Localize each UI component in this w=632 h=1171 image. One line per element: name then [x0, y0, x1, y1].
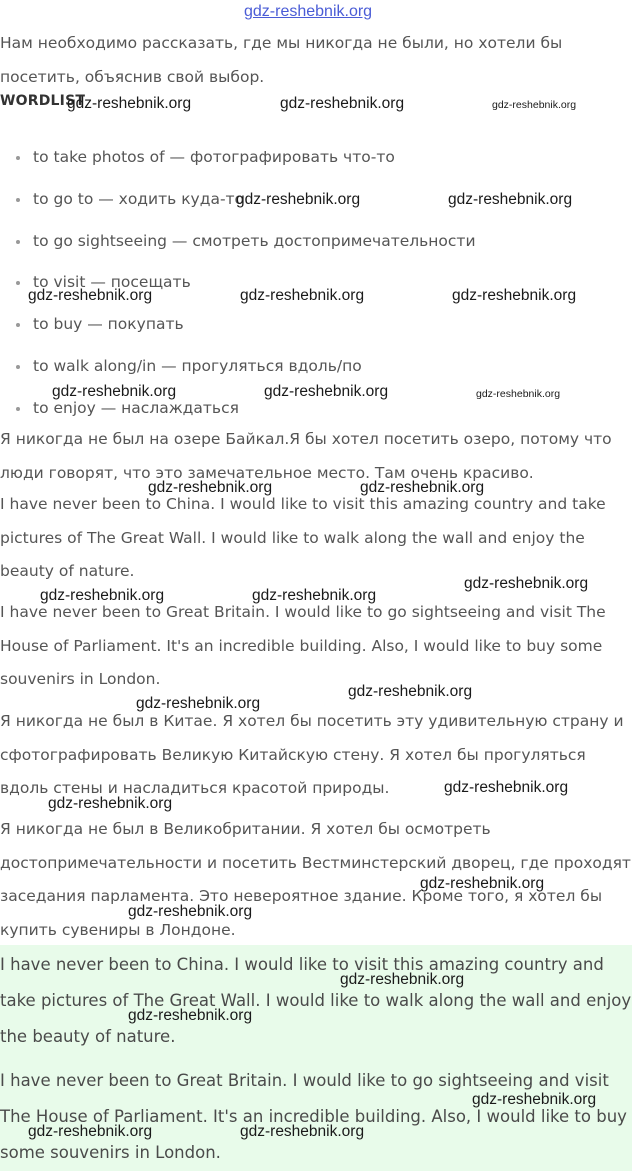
watermark: gdz-reshebnik.org — [240, 1123, 365, 1140]
answer-britain: I have never been to Great Britain. I would like to go sightseeing and visit The House of Parliament. It's an incredible building. Also, I would like to buy some souvenirs in London. — [0, 1071, 627, 1162]
top-watermark: gdz-reshebnik.org — [244, 3, 373, 20]
answer-china: I have never been to China. I would like to visit this amazing country and take pictures of The Great Wall. I would like to walk along the wall and enjoy the beauty of nature. — [0, 955, 632, 1046]
watermark: gdz-reshebnik.org — [280, 95, 405, 112]
watermark: gdz-reshebnik.org — [252, 587, 377, 604]
bullet-icon — [16, 281, 20, 285]
watermark: gdz-reshebnik.org — [28, 287, 153, 304]
watermark: gdz-reshebnik.org — [52, 383, 177, 400]
watermark: gdz-reshebnik.org — [448, 191, 573, 208]
wordlist-heading: WORDLIST — [0, 93, 86, 109]
watermark: gdz-reshebnik.org — [464, 575, 589, 592]
paragraph-china-en: I have never been to China. I would like to visit this amazing country and take pictures of The Great Wall. I would like to walk along the wall and enjoy the beauty of nature. — [0, 495, 606, 580]
watermark: gdz-reshebnik.org — [444, 779, 569, 796]
watermark: gdz-reshebnik.org — [348, 683, 473, 700]
wordlist-item: to enjoy — наслаждаться — [33, 399, 239, 417]
watermark: gdz-reshebnik.org — [136, 695, 261, 712]
wordlist-item: to buy — покупать — [33, 315, 184, 333]
wordlist-item: to go sightseeing — смотреть достопримечательности — [33, 232, 476, 250]
bullet-icon — [16, 323, 20, 327]
bullet-icon — [16, 156, 20, 160]
watermark: gdz-reshebnik.org — [28, 1123, 153, 1140]
watermark: gdz-reshebnik.org — [128, 1007, 253, 1024]
watermark: gdz-reshebnik.org — [148, 479, 273, 496]
bullet-icon — [16, 240, 20, 244]
wordlist-item: to walk along/in — прогуляться вдоль/по — [33, 357, 362, 375]
watermark: gdz-reshebnik.org — [48, 795, 173, 812]
wordlist-item: to take photos of — фотографировать что-то — [33, 148, 395, 166]
paragraph-britain-en: I have never been to Great Britain. I would like to go sightseeing and visit The House of Parliament. It's an incredible building. Also, I would like to buy some souvenirs in London. — [0, 603, 606, 688]
watermark: gdz-reshebnik.org — [360, 479, 485, 496]
bullet-icon — [16, 198, 20, 202]
paragraph-britain-ru: Я никогда не был в Великобритании. Я хотел бы осмотреть достопримечательности и посетить Вестминстерский дворец, где проходят заседания парламента. Это невероятное здание. Кроме того, я хотел бы купить сувениры в Лондоне. — [0, 820, 631, 939]
watermark: gdz-reshebnik.org — [476, 388, 561, 400]
intro-text: Нам необходимо рассказать, где мы никогда не были, но хотели бы посетить, объяснив свой выбор. — [0, 34, 563, 86]
watermark: gdz-reshebnik.org — [492, 99, 577, 111]
watermark: gdz-reshebnik.org — [420, 875, 545, 892]
watermark: gdz-reshebnik.org — [340, 971, 465, 988]
watermark: gdz-reshebnik.org — [240, 287, 365, 304]
watermark: gdz-reshebnik.org — [452, 287, 577, 304]
wordlist-item: to go to — ходить куда-то — [33, 190, 244, 208]
watermark: gdz-reshebnik.org — [40, 587, 165, 604]
watermark: gdz-reshebnik.org — [67, 95, 192, 112]
paragraph-china-ru: Я никогда не был в Китае. Я хотел бы посетить эту удивительную страну и сфотографировать Великую Китайскую стену. Я хотел бы прогуляться вдоль стены и насладиться красотой природы. — [0, 712, 624, 797]
watermark: gdz-reshebnik.org — [264, 383, 389, 400]
watermark: gdz-reshebnik.org — [128, 903, 253, 920]
bullet-icon — [16, 365, 20, 369]
wordlist-item: to visit — посещать — [33, 273, 191, 291]
paragraph-baikal: Я никогда не был на озере Байкал.Я бы хотел посетить озеро, потому что люди говорят, что это замечательное место. Там очень красиво. — [0, 430, 612, 482]
watermark: gdz-reshebnik.org — [472, 1091, 597, 1108]
bullet-icon — [16, 407, 20, 411]
watermark: gdz-reshebnik.org — [236, 191, 361, 208]
